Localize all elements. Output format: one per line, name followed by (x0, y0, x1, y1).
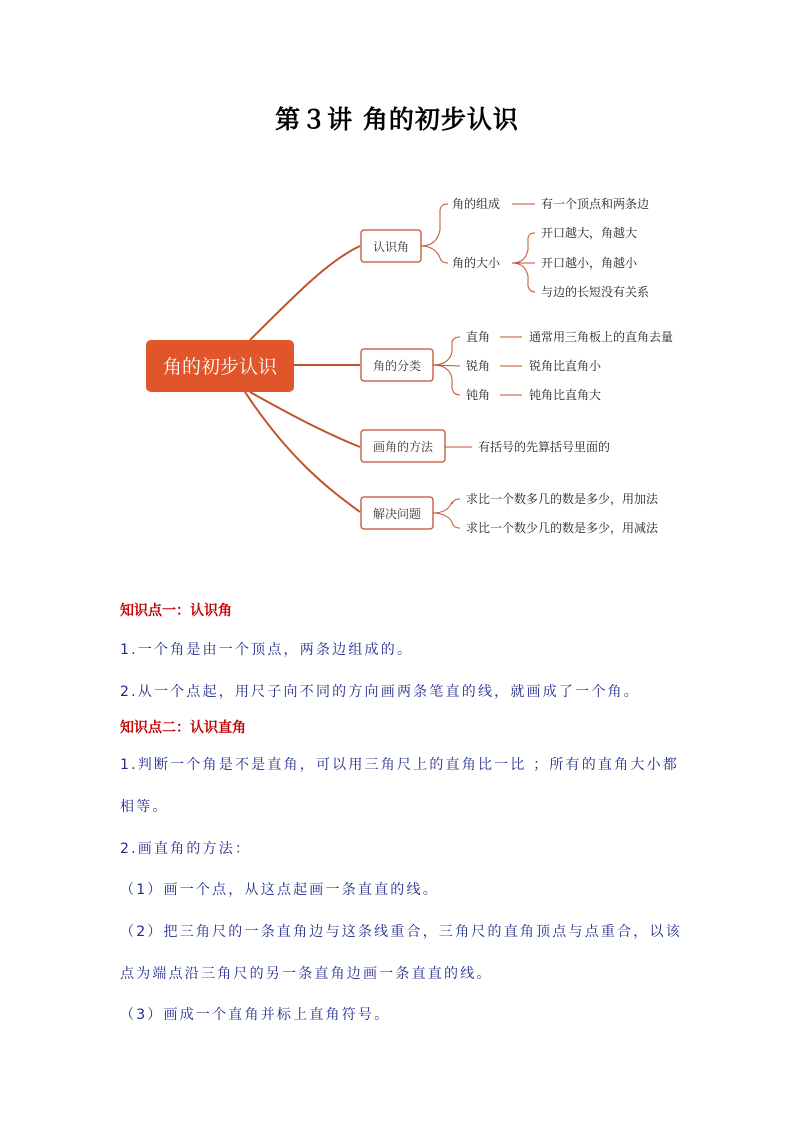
connector-b1-sub1 (421, 204, 448, 246)
section1-heading: 知识点一：认识角 (120, 603, 232, 619)
page-title: 第３讲 角的初步认识 (275, 105, 519, 134)
leaf-problem-2: 求比一个数少几的数是多少，用减法 (466, 521, 659, 535)
section2-step2-line1: （2）把三角尺的一条直角边与这条线重合，三角尺的直角顶点与点重合，以该 (120, 924, 682, 940)
leaf-right-angle: 通常用三角板上的直角去量 (529, 330, 674, 344)
connector-sub2-leaf3 (512, 263, 535, 292)
section2-heading: 知识点二：认识直角 (120, 720, 246, 736)
section2-step1: （1）画一个点，从这点起画一条直直的线。 (120, 882, 439, 898)
mind-map (0, 170, 794, 550)
branch-line-1 (250, 246, 360, 340)
connector-b1-sub2 (421, 246, 448, 263)
branch-line-4 (245, 392, 360, 512)
branch-label-1: 认识角 (372, 240, 410, 254)
section2-p1-line2: 相等。 (120, 799, 169, 815)
sub-label-size: 角的大小 (452, 256, 501, 270)
connector-b2-item1 (433, 337, 460, 365)
leaf-composition: 有一个顶点和两条边 (541, 197, 650, 211)
sub-label-composition: 角的组成 (452, 197, 501, 211)
branch-line-3 (250, 392, 360, 447)
branch-label-3: 画角的方法 (372, 440, 434, 454)
section1-p2: 2.从一个点起，用尺子向不同的方向画两条笔直的线，就画成了一个角。 (120, 684, 640, 700)
section2-step3: （3）画成一个直角并标上直角符号。 (120, 1007, 391, 1023)
leaf-size-2: 开口越小，角越小 (541, 256, 638, 270)
leaf-size-1: 开口越大，角越大 (541, 226, 638, 240)
section1-p1: 1.一个角是由一个顶点，两条边组成的。 (120, 642, 414, 658)
section2-step2-line2: 点为端点沿三角尺的另一条直角边画一条直直的线。 (120, 966, 493, 982)
root-label: 角的初步认识 (162, 356, 278, 378)
connector-b4-leaf2 (433, 513, 460, 528)
section2-p2: 2.画直角的方法： (120, 841, 252, 857)
branch-label-2: 角的分类 (372, 359, 422, 373)
leaf-acute-angle: 锐角比直角小 (529, 359, 602, 373)
leaf-problem-1: 求比一个数多几的数是多少，用加法 (466, 492, 659, 506)
item-right-angle: 直角 (466, 330, 491, 344)
leaf-drawing-method: 有括号的先算括号里面的 (478, 440, 611, 454)
connector-sub2-leaf1 (512, 233, 535, 263)
leaf-size-3: 与边的长短没有关系 (541, 285, 650, 299)
section2-p1-line1: 1.判断一个角是不是直角，可以用三角尺上的直角比一比 ；所有的直角大小都 (120, 757, 680, 773)
connector-b4-leaf1 (433, 499, 460, 513)
leaf-obtuse-angle: 钝角比直角大 (529, 388, 602, 402)
branch-label-4: 解决问题 (372, 507, 422, 521)
item-acute-angle: 锐角 (466, 359, 491, 373)
connector-b2-item3 (433, 365, 460, 395)
item-obtuse-angle: 钝角 (466, 388, 491, 402)
